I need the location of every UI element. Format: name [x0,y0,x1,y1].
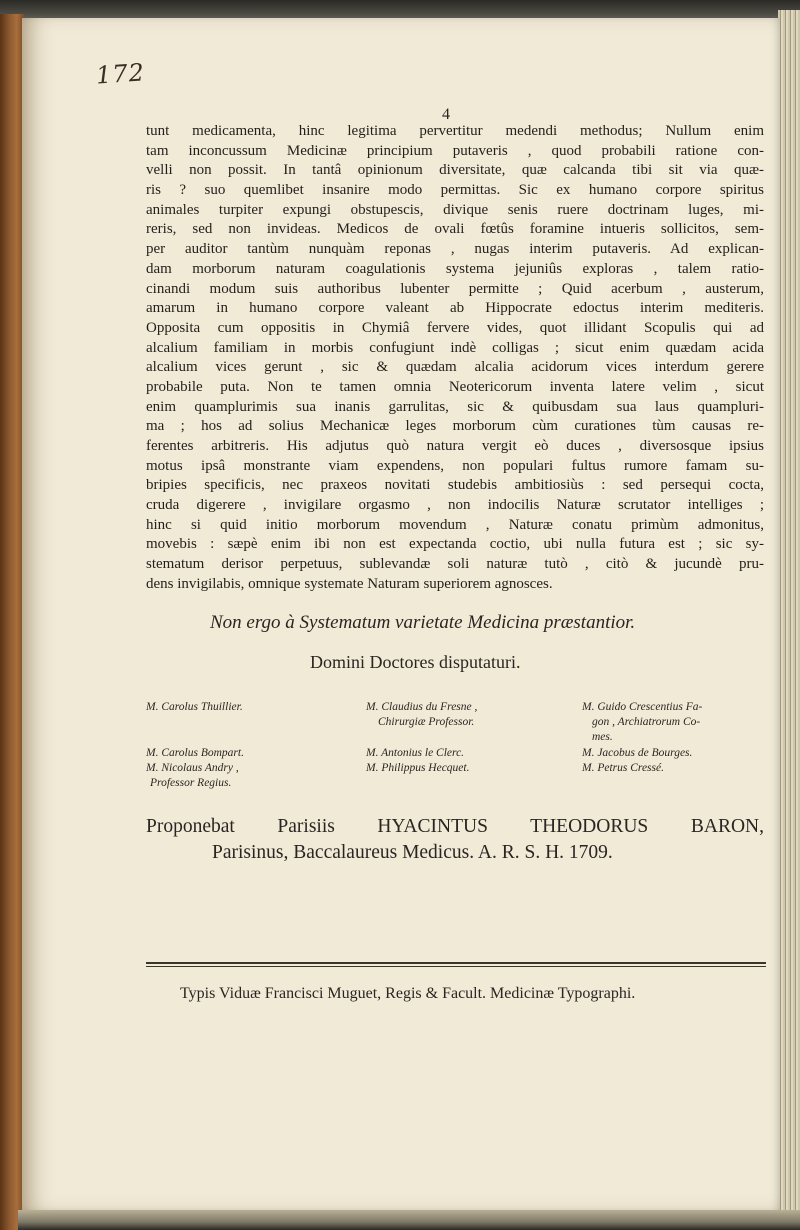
doctors-heading: Domini Doctores disputaturi. [310,652,521,672]
text-line: ferentes arbitreris. His adjutus quò natura vergit eò duces , diversosque ipsius [146,438,764,454]
text-line: per auditor tantùm nunquàm reponas , nugas interim putaveris. Ad explican- [146,241,764,258]
text-line: bripies specificis, nec praxeos novitati studebis ambitiosiùs : sed persequi cocta, [146,477,764,494]
text-line: ma ; hos ad solius Mechanicæ leges morborum cùm curationes tùm causas re- [146,418,764,435]
text-line: amarum in humano corpore valeant ab Hippocrate edoctus interim mediteris. [146,300,764,317]
doctor-name: M. Guido Crescentius Fa- [582,701,703,713]
text-line: alcalium vices gerunt , sic & quædam alcalia acidorum vices interdum gerere [146,359,764,376]
doctor-title: mes. [592,731,613,743]
doctor-name: M. Carolus Thuillier. [146,701,243,713]
text-line: alcalium familiam in morbis confugiunt indè colligas ; sicut enim quædam acida [146,339,764,356]
doctor-title: Professor Regius. [150,777,232,789]
text-line: animales turpiter expungi obstupescis, divique senis ruere doctrinam luges, mi- [146,201,764,218]
text-line: movebis : sæpè enim ibi non est expectanda coctio, ubi nulla futura est ; sic sy- [146,536,764,553]
text-line: tunt medicamenta, hinc legitima pervertitur medendi methodus; Nullum enim [146,123,764,139]
doctor-title: gon , Archiatrorum Co- [592,716,701,728]
text-line: stematum derisor perpetuus, sublevandæ soli naturæ tutò , citò & jucundè pru- [146,556,764,573]
doctor-name: M. Claudius du Fresne , [366,701,478,713]
text-line: cruda digerere , invigilare orgasmo , non indocilis Naturæ scrutator intelliges ; [146,497,764,514]
proponebat-line: Proponebat Parisiis HYACINTUS THEODORUS BARON, [146,816,764,837]
doctor-name: M. Petrus Cressé. [582,762,664,774]
proponebat-block [146,814,764,866]
divider-rule [146,966,766,967]
divider-rule [146,962,766,964]
doctor-name: M. Philippus Hecquet. [366,762,470,774]
doctor-title: Chirurgiæ Professor. [378,716,475,728]
body-text [146,122,764,595]
text-line: dam morborum naturam coagulationis systema jejuniûs exploras , talem ratio- [146,260,764,277]
page-edges [778,10,800,1220]
text-line: tam inconcussum Medicinæ principium putaveris , quod probabili ratione con- [146,142,764,159]
text-line: ris ? suo quemlibet insanire modo permittas. Sic ex humano corpore spiritus [146,182,764,199]
text-line: cinandi modum suis authoribus lubenter permitte ; Quid acerbum , austerum, [146,280,764,297]
doctor-name: M. Carolus Bompart. [146,747,244,759]
doctor-name: M. Jacobus de Bourges. [582,747,693,759]
proponebat-line: Parisinus, Baccalaureus Medicus. A. R. S. H. 1709. [212,842,613,863]
handwritten-folio: 172 [95,58,146,90]
doctor-name: M. Nicolaus Andry , [146,762,239,774]
doctor-name: M. Antonius le Clerc. [366,747,465,759]
text-line: Opposita cum oppositis in Chymiâ fervere vides, quot illidant Scopulis qui ad [146,319,764,336]
book-bottom-edge [18,1210,800,1230]
text-line: motus ipsâ monstrante viam expendens, non populari fultus rumore famam su- [146,457,764,474]
printer-imprint: Typis Viduæ Francisci Muguet, Regis & Facult. Medicinæ Typographi. [180,985,636,1002]
text-line: dens invigilabis, omnique systemate Naturam superiorem agnosces. [146,575,553,592]
text-line: reris, sed non invideas. Medicos de ovali fœtûs foramine intueris sollicitos, sem- [146,221,764,238]
text-line: enim quamplurimis sua inanis garrulitas, sic & quibusdam sua laus quampluri- [146,398,764,415]
text-line: probabile puta. Non te tamen omnia Neotericorum inventa latere velim , sicut [146,378,764,395]
conclusion-title: Non ergo à Systematum varietate Medicina præstantior. [210,612,636,633]
page-number: 4 [442,106,450,123]
book-spine [0,14,24,1230]
text-line: hinc si quid initio morborum movendum , Naturæ conatu primùm admonitus, [146,516,764,533]
text-line: velli non possit. In tantâ opinionum diversitate, quæ calcanda tibi sit via quæ- [146,162,764,179]
